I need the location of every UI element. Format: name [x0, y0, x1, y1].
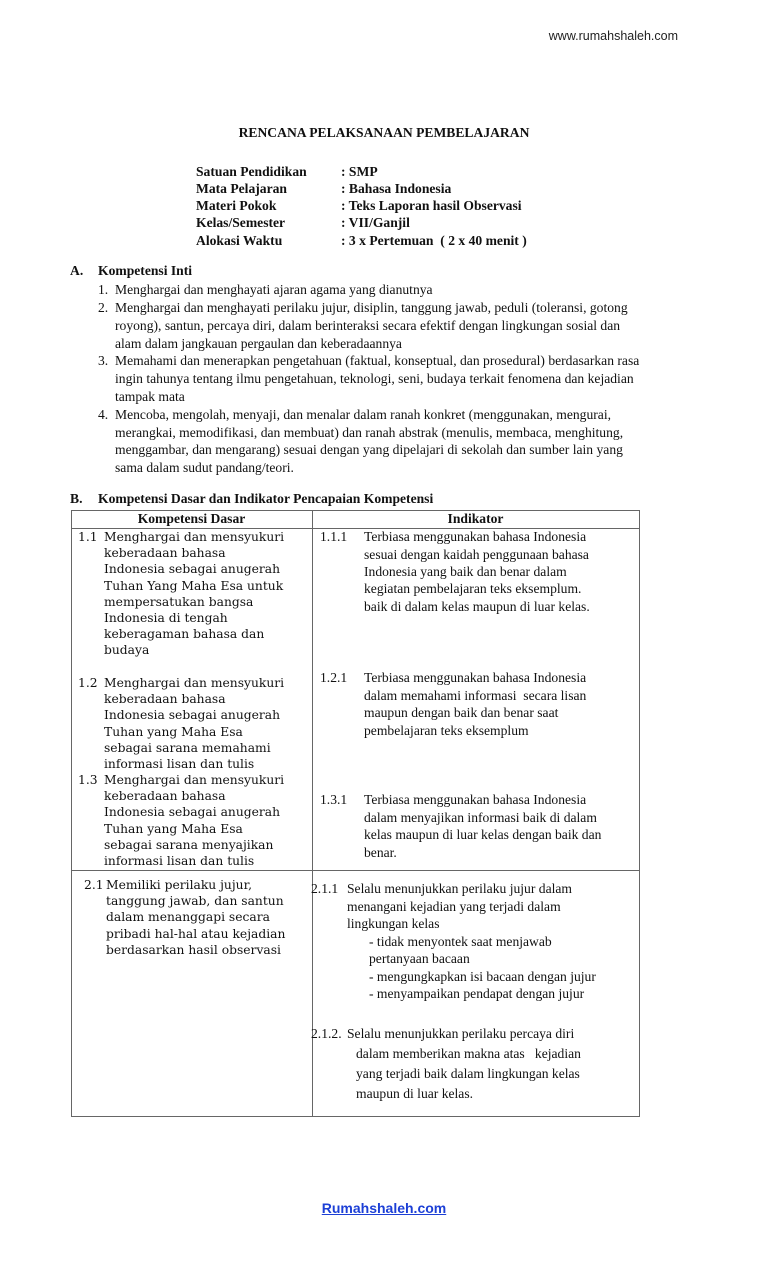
- list-item-number: 3.: [98, 353, 109, 369]
- kd-text: berdasarkan hasil observasi: [106, 942, 281, 957]
- indikator-number: 1.1.1: [320, 529, 348, 545]
- footer-link[interactable]: Rumahshaleh.com: [321, 1200, 447, 1216]
- kd-text: sebagai sarana menyajikan: [104, 837, 274, 852]
- list-item-text: merangkai, memodifikasi, dan membuat) dan ranah abstrak (menulis, membaca, menghitung,: [115, 424, 624, 440]
- info-value: : Bahasa Indonesia: [341, 180, 452, 196]
- indikator-text: maupun di luar kelas.: [356, 1086, 474, 1101]
- section-b-letter: B.: [70, 491, 83, 506]
- section-a-heading: Kompetensi Inti: [98, 263, 193, 278]
- info-value: : SMP: [341, 163, 378, 179]
- info-label: Satuan Pendidikan: [196, 163, 307, 179]
- list-item-text: alam dalam jangkauan pergaulan dan keberadaannya: [115, 335, 402, 351]
- section-b-heading: Kompetensi Dasar dan Indikator Pencapaian Kompetensi: [98, 491, 434, 506]
- list-item-text: Menghargai dan menghayati ajaran agama yang dianutnya: [115, 282, 433, 298]
- indikator-text: dalam memahami informasi secara lisan: [364, 687, 587, 703]
- info-label: Kelas/Semester: [196, 215, 286, 231]
- list-item-text: royong), santun, percaya diri, dalam berinteraksi secara efektif dengan lingkungan sosial dan: [115, 317, 621, 333]
- kd-text: Indonesia di tengah: [104, 610, 228, 625]
- indikator-text: kegiatan pembelajaran teks eksemplum.: [364, 581, 582, 597]
- indikator-number: 2.1.2.: [311, 1026, 342, 1041]
- kd-text: Tuhan yang Maha Esa: [104, 821, 243, 836]
- indikator-text: maupun dengan baik dan benar saat: [364, 705, 559, 721]
- indikator-subitem: - menyampaikan pendapat dengan jujur: [369, 986, 585, 1002]
- indikator-text: Selalu menunjukkan perilaku jujur dalam: [347, 881, 572, 897]
- list-item-text: ingin tahunya tentang ilmu pengetahuan, teknologi, seni, budaya terkait fenomena dan kejadian: [115, 371, 634, 387]
- kd-number: 1.3: [78, 772, 98, 787]
- indikator-text: Indonesia yang baik dan benar dalam: [364, 563, 567, 579]
- indikator-number: 1.2.1: [320, 670, 348, 686]
- kd-text: keberadaan bahasa: [104, 546, 226, 561]
- indikator-text: Terbiasa menggunakan bahasa Indonesia: [364, 670, 587, 686]
- list-item-text: tampak mata: [115, 388, 185, 404]
- indikator-text: Terbiasa menggunakan bahasa Indonesia: [364, 792, 587, 808]
- info-value: : 3 x Pertemuan ( 2 x 40 menit ): [341, 232, 527, 248]
- kd-text: informasi lisan dan tulis: [104, 853, 255, 868]
- row-divider: [72, 870, 639, 871]
- kd-text: keberagaman bahasa dan: [104, 627, 265, 642]
- kd-text: budaya: [104, 643, 150, 658]
- indikator-number: 2.1.1: [311, 881, 339, 897]
- indikator-text: pembelajaran teks eksemplum: [364, 722, 529, 738]
- indikator-text: lingkungan kelas: [347, 916, 440, 932]
- list-item-text: menggambar, dan mengarang) sesuai dengan yang dipelajari di sekolah dan sumber lain yang: [115, 442, 623, 458]
- kd-text: Menghargai dan mensyukuri: [104, 675, 285, 690]
- indikator-text: baik di dalam kelas maupun di luar kelas.: [364, 598, 590, 614]
- kd-text: pribadi hal-hal atau kejadian: [106, 926, 286, 941]
- kd-text: Indonesia sebagai anugerah: [104, 805, 281, 820]
- header-url: www.rumahshaleh.com: [548, 29, 678, 43]
- indikator-subitem: - tidak menyontek saat menjawab: [369, 933, 552, 949]
- indikator-text: Selalu menunjukkan perilaku percaya diri: [347, 1026, 575, 1041]
- kd-text: Memiliki perilaku jujur,: [106, 877, 253, 892]
- kd-text: Indonesia sebagai anugerah: [104, 708, 281, 723]
- list-item-text: Menghargai dan menghayati perilaku jujur, disiplin, tanggung jawab, peduli (toleransi, gotong: [115, 299, 628, 315]
- kd-number: 2.1: [84, 877, 104, 892]
- indikator-text: Terbiasa menggunakan bahasa Indonesia: [364, 529, 587, 545]
- indikator-number: 1.3.1: [320, 792, 348, 808]
- kd-text: sebagai sarana memahami: [104, 740, 271, 755]
- document-title: RENCANA PELAKSANAAN PEMBELAJARAN: [238, 125, 530, 140]
- kd-text: keberadaan bahasa: [104, 692, 226, 707]
- kd-text: informasi lisan dan tulis: [104, 756, 255, 771]
- indikator-text: yang terjadi baik dalam lingkungan kelas: [356, 1066, 580, 1081]
- indikator-text: kelas maupun di luar kelas dengan baik dan: [364, 827, 602, 843]
- kd-text: keberadaan bahasa: [104, 789, 226, 804]
- indikator-text: sesuai dengan kaidah penggunaan bahasa: [364, 546, 589, 562]
- info-label: Alokasi Waktu: [196, 232, 283, 248]
- info-value: : VII/Ganjil: [341, 215, 410, 231]
- kd-text: Menghargai dan mensyukuri: [104, 529, 285, 544]
- col-header-indikator: Indikator: [447, 511, 504, 526]
- indikator-text: dalam memberikan makna atas kejadian: [356, 1046, 581, 1061]
- indikator-text: menangani kejadian yang terjadi dalam: [347, 898, 561, 914]
- indikator-text: benar.: [364, 844, 397, 860]
- kd-text: Tuhan yang Maha Esa: [104, 724, 243, 739]
- info-label: Mata Pelajaran: [196, 180, 287, 196]
- kd-number: 1.2: [78, 675, 98, 690]
- list-item-text: sama dalam sudut pandang/teori.: [115, 460, 294, 476]
- kd-number: 1.1: [78, 529, 98, 544]
- col-header-kd: Kompetensi Dasar: [137, 511, 246, 526]
- indikator-text: dalam menyajikan informasi baik di dalam: [364, 809, 597, 825]
- indikator-subitem: - mengungkapkan isi bacaan dengan jujur: [369, 968, 596, 984]
- kd-text: dalam menanggapi secara: [106, 910, 270, 925]
- kd-text: Indonesia sebagai anugerah: [104, 562, 281, 577]
- list-item-text: Mencoba, mengolah, menyaji, dan menalar dalam ranah konkret (menggunakan, mengurai,: [115, 406, 611, 422]
- section-a-letter: A.: [70, 263, 84, 278]
- indikator-subitem: pertanyaan bacaan: [369, 951, 470, 967]
- list-item-number: 1.: [98, 282, 109, 298]
- kd-text: Menghargai dan mensyukuri: [104, 772, 285, 787]
- list-item-text: Memahami dan menerapkan pengetahuan (faktual, konseptual, dan prosedural) berdasarkan rasa: [115, 353, 640, 369]
- kd-text: Tuhan Yang Maha Esa untuk: [104, 578, 284, 593]
- kd-text: tanggung jawab, dan santun: [106, 894, 284, 909]
- info-value: : Teks Laporan hasil Observasi: [341, 198, 522, 213]
- kd-text: mempersatukan bangsa: [104, 594, 254, 609]
- list-item-number: 4.: [98, 406, 109, 422]
- list-item-number: 2.: [98, 299, 109, 315]
- info-label: Materi Pokok: [196, 198, 277, 213]
